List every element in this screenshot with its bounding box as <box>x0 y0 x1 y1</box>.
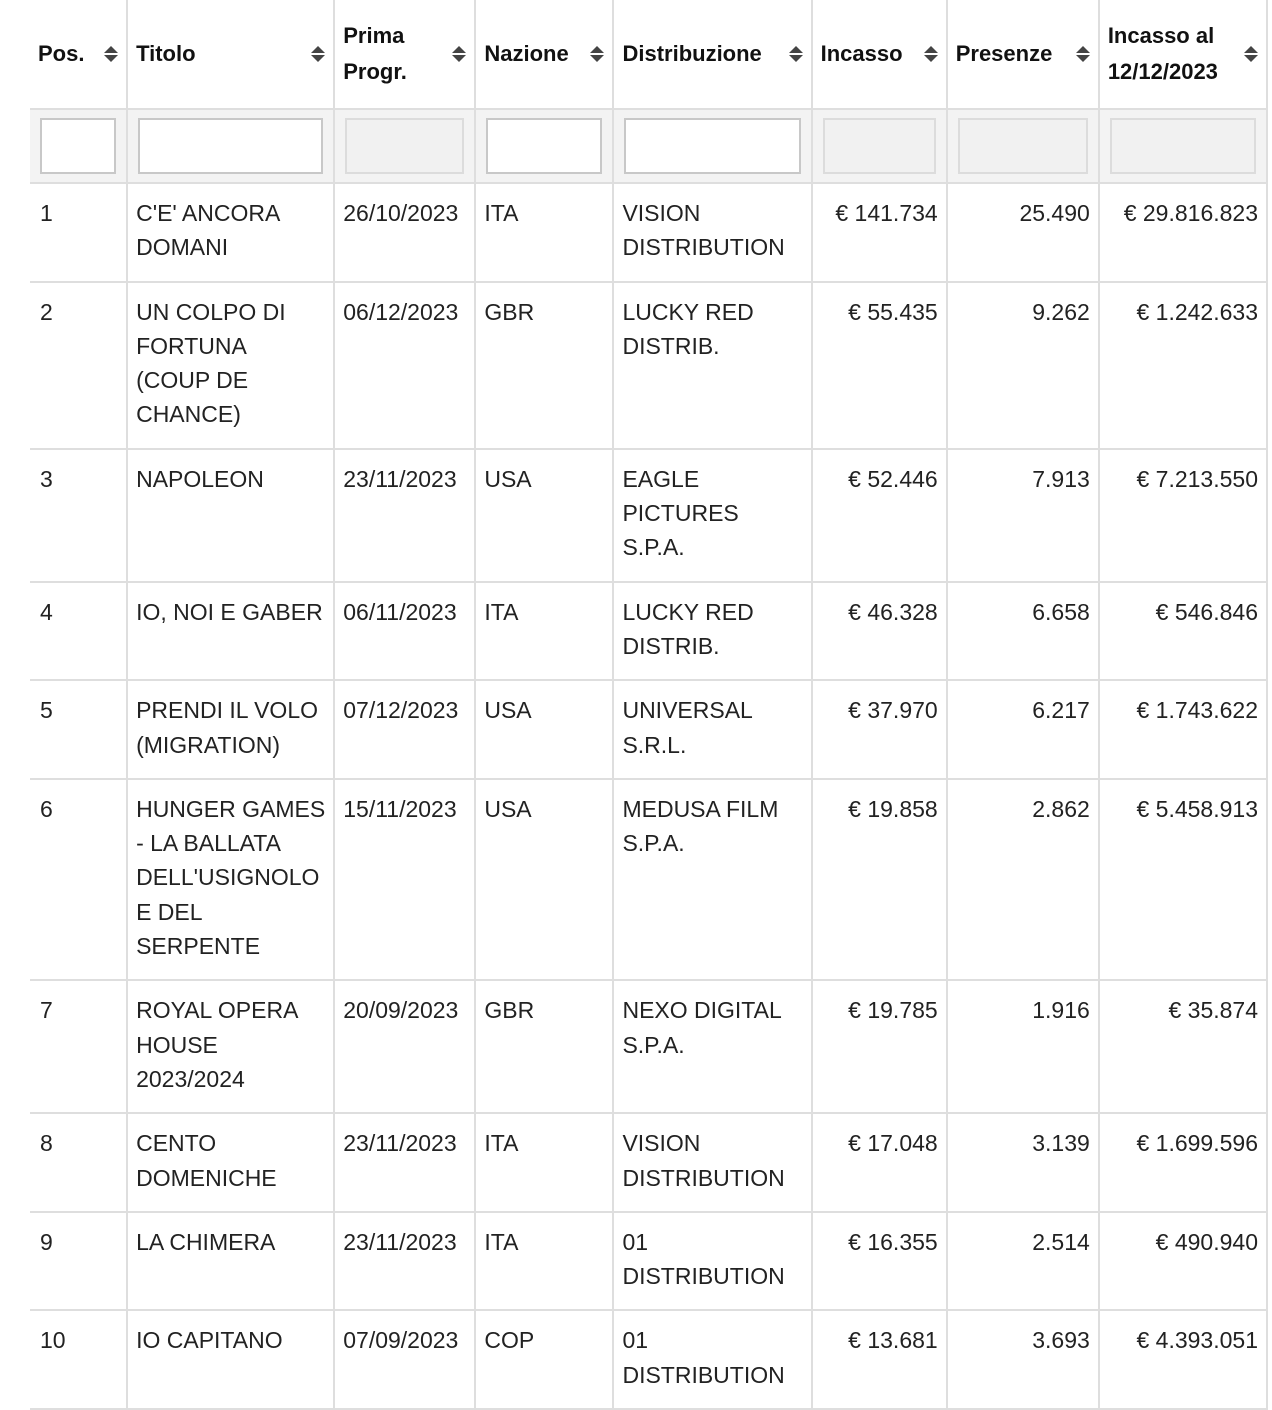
cell-titolo: UN COLPO DI FORTUNA (COUP DE CHANCE) <box>127 282 334 449</box>
column-header-content <box>484 36 604 72</box>
cell-titolo: HUNGER GAMES - LA BALLATA DELL'USIGNOLO E DEL SERPENTE <box>127 779 334 980</box>
cell-prima-progr: 23/11/2023 <box>334 449 475 582</box>
table-row <box>30 183 1267 282</box>
cell-incasso-totale: € 546.846 <box>1099 582 1267 681</box>
cell-distribuzione: LUCKY RED DISTRIB. <box>613 582 811 681</box>
cell-incasso: € 19.785 <box>812 980 947 1113</box>
column-header-label: Titolo <box>136 41 196 66</box>
sort-icon[interactable] <box>104 46 118 62</box>
cell-pos: 6 <box>30 779 127 980</box>
filter-input-incasso-totale <box>1110 118 1256 174</box>
table-row <box>30 1113 1267 1212</box>
cell-prima-progr: 20/09/2023 <box>334 980 475 1113</box>
column-header-label: Nazione <box>484 41 569 66</box>
filter-input-presenze <box>958 118 1088 174</box>
filter-input-nazione[interactable] <box>486 118 602 174</box>
cell-nazione: USA <box>475 779 613 980</box>
sort-up-arrow-icon <box>789 46 803 53</box>
sort-down-arrow-icon <box>789 55 803 62</box>
sort-up-arrow-icon <box>104 46 118 53</box>
sort-down-arrow-icon <box>924 55 938 62</box>
column-header-titolo[interactable] <box>127 0 334 109</box>
cell-incasso-totale: € 1.743.622 <box>1099 680 1267 779</box>
cell-incasso: € 19.858 <box>812 779 947 980</box>
cell-prima-progr: 23/11/2023 <box>334 1212 475 1311</box>
column-header-content <box>1108 18 1258 90</box>
cell-prima-progr: 07/12/2023 <box>334 680 475 779</box>
sort-icon[interactable] <box>1244 46 1258 62</box>
filter-input-pos[interactable] <box>40 118 116 174</box>
column-header-content <box>821 36 938 72</box>
cell-nazione: USA <box>475 449 613 582</box>
sort-up-arrow-icon <box>590 46 604 53</box>
sort-icon[interactable] <box>590 46 604 62</box>
cell-pos: 3 <box>30 449 127 582</box>
table-row <box>30 680 1267 779</box>
sort-icon[interactable] <box>452 46 466 62</box>
cell-distribuzione: LUCKY RED DISTRIB. <box>613 282 811 449</box>
column-header-content <box>136 36 325 72</box>
column-header-content <box>38 36 118 72</box>
cell-incasso: € 46.328 <box>812 582 947 681</box>
cell-nazione: ITA <box>475 183 613 282</box>
table-row <box>30 1212 1267 1311</box>
cell-presenze: 1.916 <box>947 980 1099 1113</box>
cell-prima-progr: 23/11/2023 <box>334 1113 475 1212</box>
sort-up-arrow-icon <box>1076 46 1090 53</box>
cell-incasso-totale: € 35.874 <box>1099 980 1267 1113</box>
cell-incasso-totale: € 5.458.913 <box>1099 779 1267 980</box>
cell-pos: 7 <box>30 980 127 1113</box>
table-row <box>30 282 1267 449</box>
column-header-label: Presenze <box>955 41 1053 66</box>
sort-down-arrow-icon <box>1076 55 1090 62</box>
cell-incasso: € 55.435 <box>812 282 947 449</box>
cell-nazione: ITA <box>475 1113 613 1212</box>
cell-incasso-totale: € 1.242.633 <box>1099 282 1267 449</box>
cell-distribuzione: UNIVERSAL S.R.L. <box>613 680 811 779</box>
sort-icon[interactable] <box>1076 46 1090 62</box>
cell-prima-progr: 06/11/2023 <box>334 582 475 681</box>
cell-pos: 4 <box>30 582 127 681</box>
column-header-content <box>622 36 802 72</box>
cell-pos: 8 <box>30 1113 127 1212</box>
cell-prima-progr: 26/10/2023 <box>334 183 475 282</box>
cell-nazione: USA <box>475 680 613 779</box>
table-header <box>30 0 1267 183</box>
cell-incasso-totale: € 4.393.051 <box>1099 1310 1267 1409</box>
cell-titolo: IO, NOI E GABER <box>127 582 334 681</box>
cell-prima-progr: 15/11/2023 <box>334 779 475 980</box>
table-body <box>30 183 1267 1409</box>
cell-titolo: PRENDI IL VOLO (MIGRATION) <box>127 680 334 779</box>
sort-up-arrow-icon <box>1244 46 1258 53</box>
table-row <box>30 1310 1267 1409</box>
column-header-presenze[interactable] <box>947 0 1099 109</box>
cell-incasso-totale: € 29.816.823 <box>1099 183 1267 282</box>
cell-pos: 1 <box>30 183 127 282</box>
filter-cell <box>334 109 475 183</box>
cell-pos: 2 <box>30 282 127 449</box>
cell-presenze: 3.693 <box>947 1310 1099 1409</box>
column-header-label: Distribuzione <box>622 41 762 66</box>
cell-presenze: 25.490 <box>947 183 1099 282</box>
column-header-prima-progr[interactable] <box>334 0 475 109</box>
sort-down-arrow-icon <box>311 55 325 62</box>
cell-presenze: 6.217 <box>947 680 1099 779</box>
cell-pos: 9 <box>30 1212 127 1311</box>
column-header-incasso[interactable] <box>812 0 947 109</box>
cell-incasso-totale: € 1.699.596 <box>1099 1113 1267 1212</box>
filter-cell <box>947 109 1099 183</box>
column-header-label: Prima Progr. <box>343 23 407 84</box>
cell-incasso-totale: € 7.213.550 <box>1099 449 1267 582</box>
cell-presenze: 3.139 <box>947 1113 1099 1212</box>
cell-nazione: GBR <box>475 980 613 1113</box>
cell-nazione: ITA <box>475 582 613 681</box>
cell-presenze: 2.514 <box>947 1212 1099 1311</box>
cell-distribuzione: NEXO DIGITAL S.P.A. <box>613 980 811 1113</box>
cell-distribuzione: MEDUSA FILM S.P.A. <box>613 779 811 980</box>
filter-cell <box>1099 109 1267 183</box>
column-header-label: Incasso <box>820 41 903 66</box>
cell-presenze: 2.862 <box>947 779 1099 980</box>
cell-titolo: CENTO DOMENICHE <box>127 1113 334 1212</box>
cell-presenze: 9.262 <box>947 282 1099 449</box>
cell-titolo: IO CAPITANO <box>127 1310 334 1409</box>
cell-titolo: NAPOLEON <box>127 449 334 582</box>
cell-pos: 5 <box>30 680 127 779</box>
filter-cell <box>613 109 811 183</box>
filter-row <box>30 109 1267 183</box>
filter-cell <box>812 109 947 183</box>
cell-incasso: € 17.048 <box>812 1113 947 1212</box>
cell-titolo: C'E' ANCORA DOMANI <box>127 183 334 282</box>
box-office-table <box>30 0 1268 1410</box>
sort-down-arrow-icon <box>590 55 604 62</box>
sort-icon[interactable] <box>789 46 803 62</box>
cell-nazione: GBR <box>475 282 613 449</box>
cell-presenze: 7.913 <box>947 449 1099 582</box>
cell-prima-progr: 07/09/2023 <box>334 1310 475 1409</box>
cell-incasso: € 141.734 <box>812 183 947 282</box>
cell-pos: 10 <box>30 1310 127 1409</box>
cell-titolo: ROYAL OPERA HOUSE 2023/2024 <box>127 980 334 1113</box>
cell-incasso: € 37.970 <box>812 680 947 779</box>
table-row <box>30 449 1267 582</box>
table-row <box>30 980 1267 1113</box>
filter-cell <box>475 109 613 183</box>
sort-down-arrow-icon <box>104 55 118 62</box>
cell-distribuzione: 01 DISTRIBUTION <box>613 1310 811 1409</box>
filter-cell <box>127 109 334 183</box>
sort-down-arrow-icon <box>1244 55 1258 62</box>
column-header-distribuzione[interactable] <box>613 0 811 109</box>
cell-distribuzione: 01 DISTRIBUTION <box>613 1212 811 1311</box>
sort-down-arrow-icon <box>452 55 466 62</box>
cell-incasso: € 52.446 <box>812 449 947 582</box>
column-header-nazione[interactable] <box>475 0 613 109</box>
filter-cell <box>30 109 127 183</box>
filter-input-prima-progr <box>345 118 464 174</box>
cell-nazione: COP <box>475 1310 613 1409</box>
cell-incasso-totale: € 490.940 <box>1099 1212 1267 1311</box>
filter-input-titolo[interactable] <box>138 118 323 174</box>
sort-up-arrow-icon <box>452 46 466 53</box>
column-header-content <box>343 18 466 90</box>
column-header-label: Pos. <box>38 41 85 66</box>
cell-incasso: € 16.355 <box>812 1212 947 1311</box>
cell-distribuzione: VISION DISTRIBUTION <box>613 183 811 282</box>
cell-presenze: 6.658 <box>947 582 1099 681</box>
table-row <box>30 582 1267 681</box>
header-row <box>30 0 1267 109</box>
cell-titolo: LA CHIMERA <box>127 1212 334 1311</box>
cell-prima-progr: 06/12/2023 <box>334 282 475 449</box>
column-header-pos[interactable] <box>30 0 127 109</box>
sort-up-arrow-icon <box>924 46 938 53</box>
column-header-incasso-totale[interactable] <box>1099 0 1267 109</box>
cell-nazione: ITA <box>475 1212 613 1311</box>
cell-incasso: € 13.681 <box>812 1310 947 1409</box>
column-header-content <box>956 36 1090 72</box>
filter-input-incasso <box>823 118 936 174</box>
sort-up-arrow-icon <box>311 46 325 53</box>
sort-icon[interactable] <box>924 46 938 62</box>
filter-input-distribuzione[interactable] <box>624 118 800 174</box>
table-row <box>30 779 1267 980</box>
column-header-label: Incasso al 12/12/2023 <box>1107 23 1218 84</box>
cell-distribuzione: EAGLE PICTURES S.P.A. <box>613 449 811 582</box>
sort-icon[interactable] <box>311 46 325 62</box>
cell-distribuzione: VISION DISTRIBUTION <box>613 1113 811 1212</box>
